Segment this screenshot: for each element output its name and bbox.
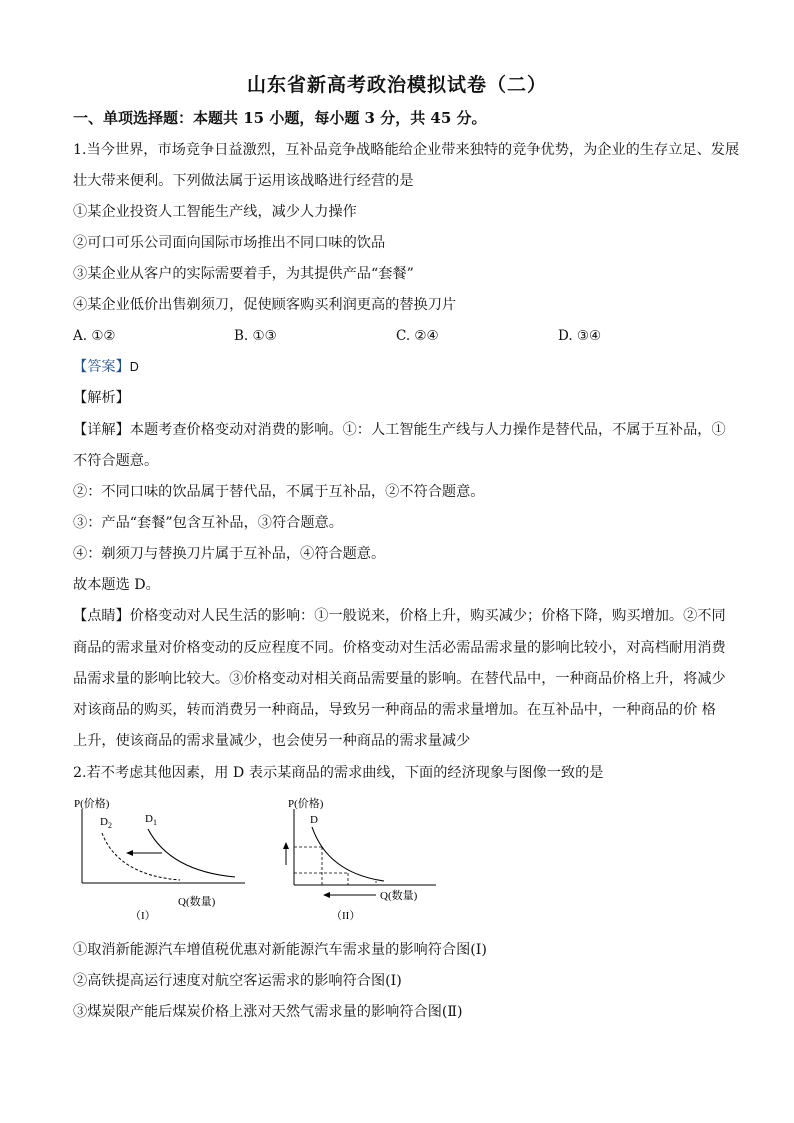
detail-line-5: ④：剃须刀与替换刀片属于互补品，④符合题意。 [73, 546, 386, 562]
q1-stem-line-2: 壮大带来便利。下列做法属于运用该战略进行经营的是 [73, 173, 414, 189]
answer-line [73, 357, 139, 377]
graph1-caption: （I） [130, 910, 156, 922]
graph2-demand-curve [312, 827, 384, 881]
q1-item-2: ②可口可乐公司面向国际市场推出不同口味的饮品 [73, 235, 386, 251]
point-line-4: 对该商品的购买，转而消费另一种商品，导致另一种商品的需求量增加。在互补品中，一种商品的价 格 [73, 702, 716, 718]
point-line-3: 品需求量的影响比较大。③价格变动对相关商品需要量的影响。在替代品中，一种商品价格上升，将减少 [73, 671, 726, 687]
detail-text-1: 本题考查价格变动对消费的影响。①：人工智能生产线与人力操作是替代品，不属于互补品，① [129, 422, 726, 438]
point-text-1: 价格变动对人民生活的影响：①一般说来，价格上升，购买减少；价格下降，购买增加。②不同 [129, 608, 726, 624]
analysis-tag: 【解析】 [73, 390, 130, 406]
detail-conclusion: 故本题选 D。 [73, 577, 160, 593]
graph2-y-label: P(价格) [288, 798, 324, 810]
q1-item-1: ①某企业投资人工智能生产线，减少人力操作 [73, 204, 357, 220]
section-heading: 一、单项选择题：本题共 15 小题，每小题 3 分，共 45 分。 [73, 109, 487, 127]
answer-tag: 【答案】 [73, 359, 130, 375]
point-line-5: 上升，使该商品的需求量减少，也会使另一种商品的需求量减少 [73, 733, 471, 749]
demand-graph-1 [70, 795, 250, 925]
q1-item-4: ④某企业低价出售剃须刀，促使顾客购买利润更高的替换刀片 [73, 297, 457, 313]
graph2-caption: （II） [331, 910, 361, 922]
detail-tag: 【详解】 [73, 422, 130, 438]
demand-graph-2 [276, 795, 446, 925]
q2-stem: 2.若不考虑其他因素，用 D 表示某商品的需求曲线，下面的经济现象与图像一致的是 [73, 765, 604, 781]
q2-item-2: ②高铁提高运行速度对航空客运需求的影响符合图(I) [73, 973, 402, 989]
q1-item-3: ③某企业从客户的实际需要着手，为其提供产品“套餐” [73, 266, 414, 282]
q1-option-a: A. ①② [73, 328, 116, 344]
q1-option-c: C. ②④ [396, 328, 439, 344]
q2-item-1: ①取消新能源汽车增值税优惠对新能源汽车需求量的影响符合图(I) [73, 942, 487, 958]
q1-option-b: B. ①③ [234, 328, 277, 344]
detail-line-4: ③：产品“套餐”包含互补品，③符合题意。 [73, 515, 343, 531]
point-line-2: 商品的需求量对价格变动的反应程度不同。价格变动对生活必需品需求量的影响比较小，对高档耐用消费 [73, 640, 726, 656]
graph1-arrow-head [126, 850, 133, 856]
detail-line-3: ②：不同口味的饮品属于替代品，不属于互补品，②不符合题意。 [73, 484, 485, 500]
q1-stem-line-1: 1.当今世界，市场竞争日益激烈，互补品竞争战略能给企业带来独特的竞争优势，为企业的生存立足、发展 [73, 142, 740, 158]
page-title: 山东省新高考政治模拟试卷（二） [246, 74, 547, 96]
point-line-1 [73, 606, 726, 626]
q1-option-d: D. ③④ [558, 328, 602, 344]
answer-value: D [129, 360, 139, 374]
point-tag: 【点睛】 [73, 608, 130, 624]
graph1-d1-label: $D_1$ [145, 813, 157, 827]
graph1-curve-d2 [102, 833, 180, 880]
graph1-x-label: Q(数量) [178, 896, 216, 908]
graph1-y-label: P(价格) [74, 798, 110, 810]
graph2-x-label: Q(数量) [380, 890, 418, 902]
graph2-d-label: D [310, 814, 318, 826]
detail-line-2: 不符合题意。 [73, 453, 159, 469]
q2-item-3: ③煤炭限产能后煤炭价格上涨对天然气需求量的影响符合图(Ⅱ) [73, 1004, 463, 1020]
graph1-d2-label: $D_2$ [100, 816, 112, 830]
detail-line-1 [73, 420, 726, 440]
